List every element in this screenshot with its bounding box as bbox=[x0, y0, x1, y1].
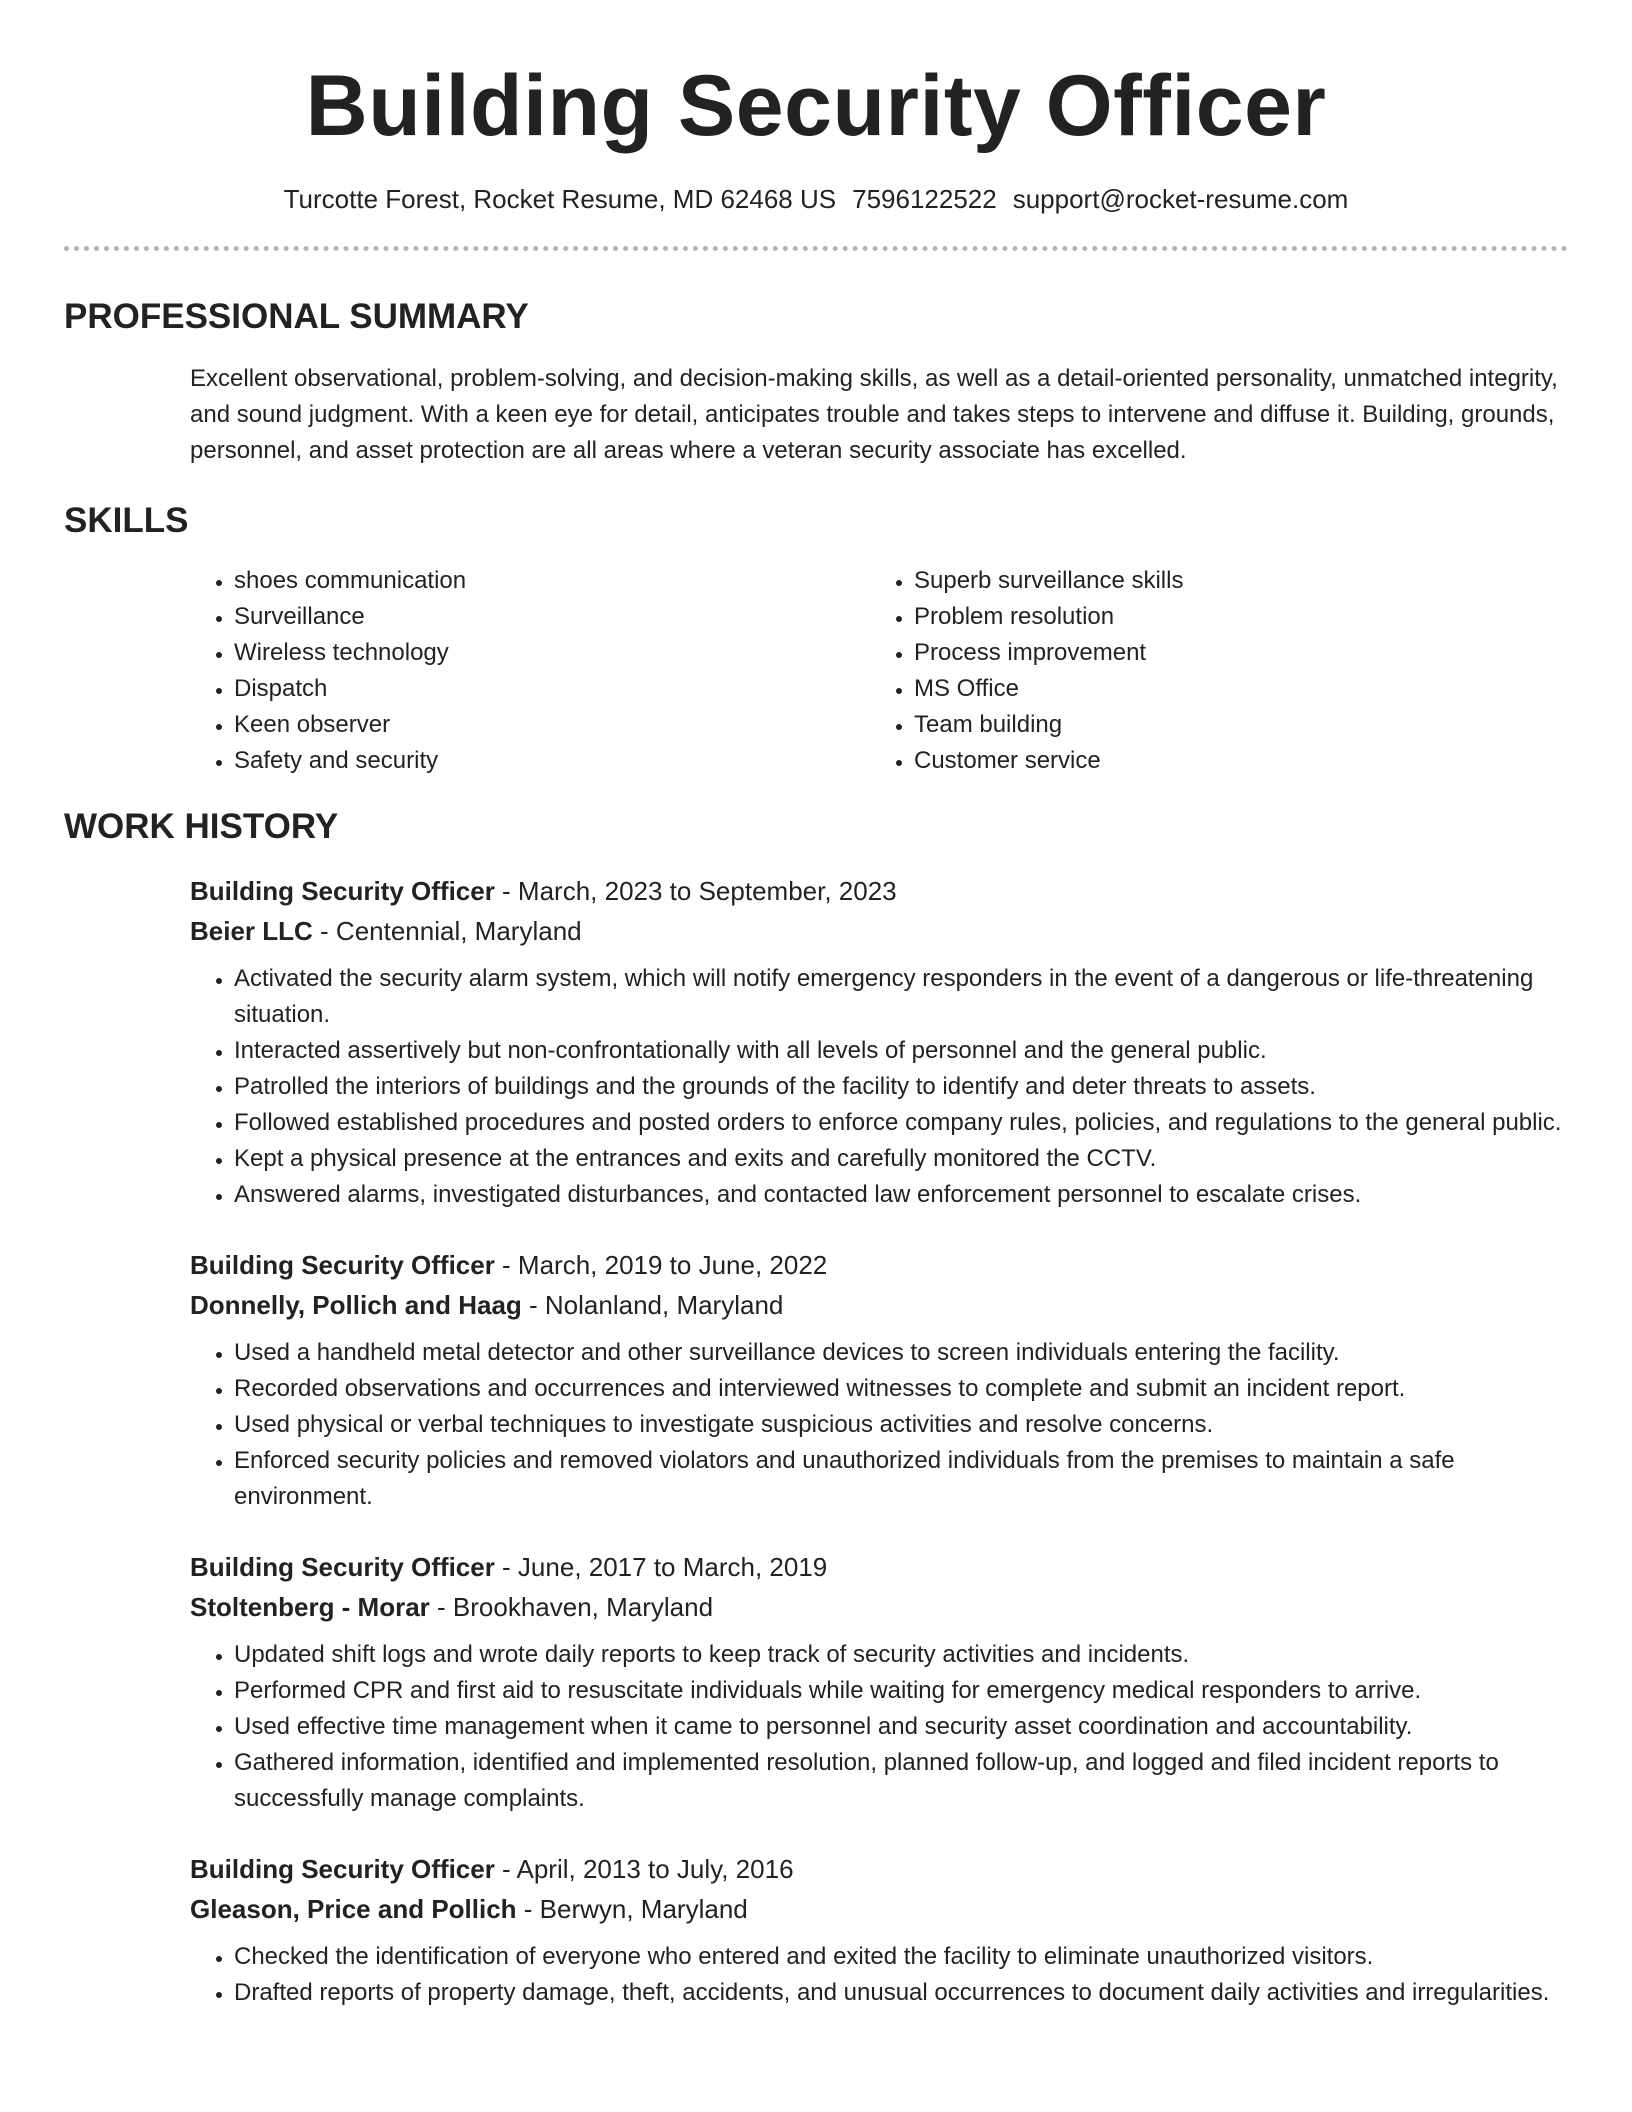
job-bullet: • Updated shift logs and wrote daily reports to keep track of security activities and incidents. bbox=[234, 1637, 1568, 1673]
skill-item: • Customer service bbox=[914, 743, 1550, 779]
job-bullet: • Recorded observations and occurrences and interviewed witnesses to complete and submit an incident report. bbox=[234, 1371, 1568, 1407]
job-title-line bbox=[190, 871, 1568, 911]
job-company: Beier LLC bbox=[190, 916, 313, 946]
contact-email: support@rocket-resume.com bbox=[1012, 184, 1349, 214]
job-bullet: • Drafted reports of property damage, theft, accidents, and unusual occurrences to document daily activities and irregularities. bbox=[234, 1975, 1568, 2011]
job-bullet: • Interacted assertively but non-confrontationally with all levels of personnel and the general public. bbox=[234, 1033, 1568, 1069]
job-company: Gleason, Price and Pollich bbox=[190, 1894, 517, 1924]
skill-item: • Safety and security bbox=[234, 743, 870, 779]
job-dates: - March, 2019 to June, 2022 bbox=[494, 1250, 828, 1280]
job-bullet: • Patrolled the interiors of buildings and the grounds of the facility to identify and deter threats to assets. bbox=[234, 1069, 1568, 1105]
skills-column-right bbox=[870, 563, 1550, 779]
job-entry bbox=[190, 1245, 1568, 1515]
job-entry bbox=[190, 1849, 1568, 2011]
job-entry bbox=[190, 871, 1568, 1213]
header-divider bbox=[64, 246, 1568, 251]
skill-item: • shoes communication bbox=[234, 563, 870, 599]
work-history-list bbox=[64, 871, 1568, 2011]
section-title-summary: PROFESSIONAL SUMMARY bbox=[64, 297, 529, 336]
job-role: Building Security Officer bbox=[190, 1854, 495, 1884]
job-bullets bbox=[190, 1637, 1568, 1817]
skill-item: • Keen observer bbox=[234, 707, 870, 743]
job-bullet: • Checked the identification of everyone who entered and exited the facility to eliminate unauthorized visitors. bbox=[234, 1939, 1568, 1975]
job-bullet: • Used effective time management when it came to personnel and security asset coordination and accountability. bbox=[234, 1709, 1568, 1745]
contact-phone: 7596122522 bbox=[852, 184, 997, 214]
skill-item: • Superb surveillance skills bbox=[914, 563, 1550, 599]
job-bullet: • Used physical or verbal techniques to investigate suspicious activities and resolve concerns. bbox=[234, 1407, 1568, 1443]
job-bullet: • Followed established procedures and posted orders to enforce company rules, policies, and regulations to the general public. bbox=[234, 1105, 1568, 1141]
job-location: - Berwyn, Maryland bbox=[516, 1894, 748, 1924]
job-dates: - April, 2013 to July, 2016 bbox=[494, 1854, 794, 1884]
job-location: - Brookhaven, Maryland bbox=[429, 1592, 714, 1622]
skill-item: • Dispatch bbox=[234, 671, 870, 707]
job-bullets bbox=[190, 1939, 1568, 2011]
contact-line bbox=[64, 182, 1568, 216]
skill-item: • Problem resolution bbox=[914, 599, 1550, 635]
skill-item: • Wireless technology bbox=[234, 635, 870, 671]
job-bullets bbox=[190, 1335, 1568, 1515]
job-company: Donnelly, Pollich and Haag bbox=[190, 1290, 522, 1320]
job-bullet: • Answered alarms, investigated disturbances, and contacted law enforcement personnel to escalate crises. bbox=[234, 1177, 1568, 1213]
job-entry bbox=[190, 1547, 1568, 1817]
job-location: - Nolanland, Maryland bbox=[521, 1290, 784, 1320]
summary-text: Excellent observational, problem-solving, and decision-making skills, as well as a detail-oriented personality, unmatched integrity, and sound judgment. With a keen eye for detail, anticipates trouble and takes steps to intervene and diffuse it. Building, grounds, personnel, and asset protection are all areas where a veteran security associate has excelled. bbox=[190, 365, 1558, 464]
job-bullets bbox=[190, 961, 1568, 1213]
job-role: Building Security Officer bbox=[190, 1552, 495, 1582]
skill-item: • Surveillance bbox=[234, 599, 870, 635]
job-title-line bbox=[190, 1245, 1568, 1285]
job-role: Building Security Officer bbox=[190, 1250, 495, 1280]
job-title-line bbox=[190, 1849, 1568, 1889]
job-company-line bbox=[190, 1889, 1568, 1929]
job-location: - Centennial, Maryland bbox=[312, 916, 582, 946]
job-role: Building Security Officer bbox=[190, 876, 495, 906]
job-company-line bbox=[190, 1587, 1568, 1627]
job-bullet: • Used a handheld metal detector and other surveillance devices to screen individuals entering the facility. bbox=[234, 1335, 1568, 1371]
section-title-work-history: WORK HISTORY bbox=[64, 807, 339, 846]
skills-list bbox=[190, 563, 1568, 779]
job-dates: - March, 2023 to September, 2023 bbox=[494, 876, 897, 906]
resume-name: Building Security Officer bbox=[305, 58, 1327, 154]
job-dates: - June, 2017 to March, 2019 bbox=[494, 1552, 828, 1582]
job-bullet: • Activated the security alarm system, which will notify emergency responders in the event of a dangerous or life-threatening situation. bbox=[234, 961, 1568, 1033]
job-title-line bbox=[190, 1547, 1568, 1587]
job-company-line bbox=[190, 911, 1568, 951]
skills-column-left bbox=[190, 563, 870, 779]
job-bullet: • Kept a physical presence at the entrances and exits and carefully monitored the CCTV. bbox=[234, 1141, 1568, 1177]
contact-address: Turcotte Forest, Rocket Resume, MD 62468 US bbox=[283, 184, 837, 214]
section-title-skills: SKILLS bbox=[64, 501, 189, 540]
job-bullet: • Performed CPR and first aid to resuscitate individuals while waiting for emergency medical responders to arrive. bbox=[234, 1673, 1568, 1709]
job-bullet: • Gathered information, identified and implemented resolution, planned follow-up, and logged and filed incident reports to successfully manage complaints. bbox=[234, 1745, 1568, 1817]
skill-item: • MS Office bbox=[914, 671, 1550, 707]
job-company-line bbox=[190, 1285, 1568, 1325]
skill-item: • Process improvement bbox=[914, 635, 1550, 671]
skill-item: • Team building bbox=[914, 707, 1550, 743]
job-bullet: • Enforced security policies and removed violators and unauthorized individuals from the premises to maintain a safe environment. bbox=[234, 1443, 1568, 1515]
job-company: Stoltenberg - Morar bbox=[190, 1592, 430, 1622]
